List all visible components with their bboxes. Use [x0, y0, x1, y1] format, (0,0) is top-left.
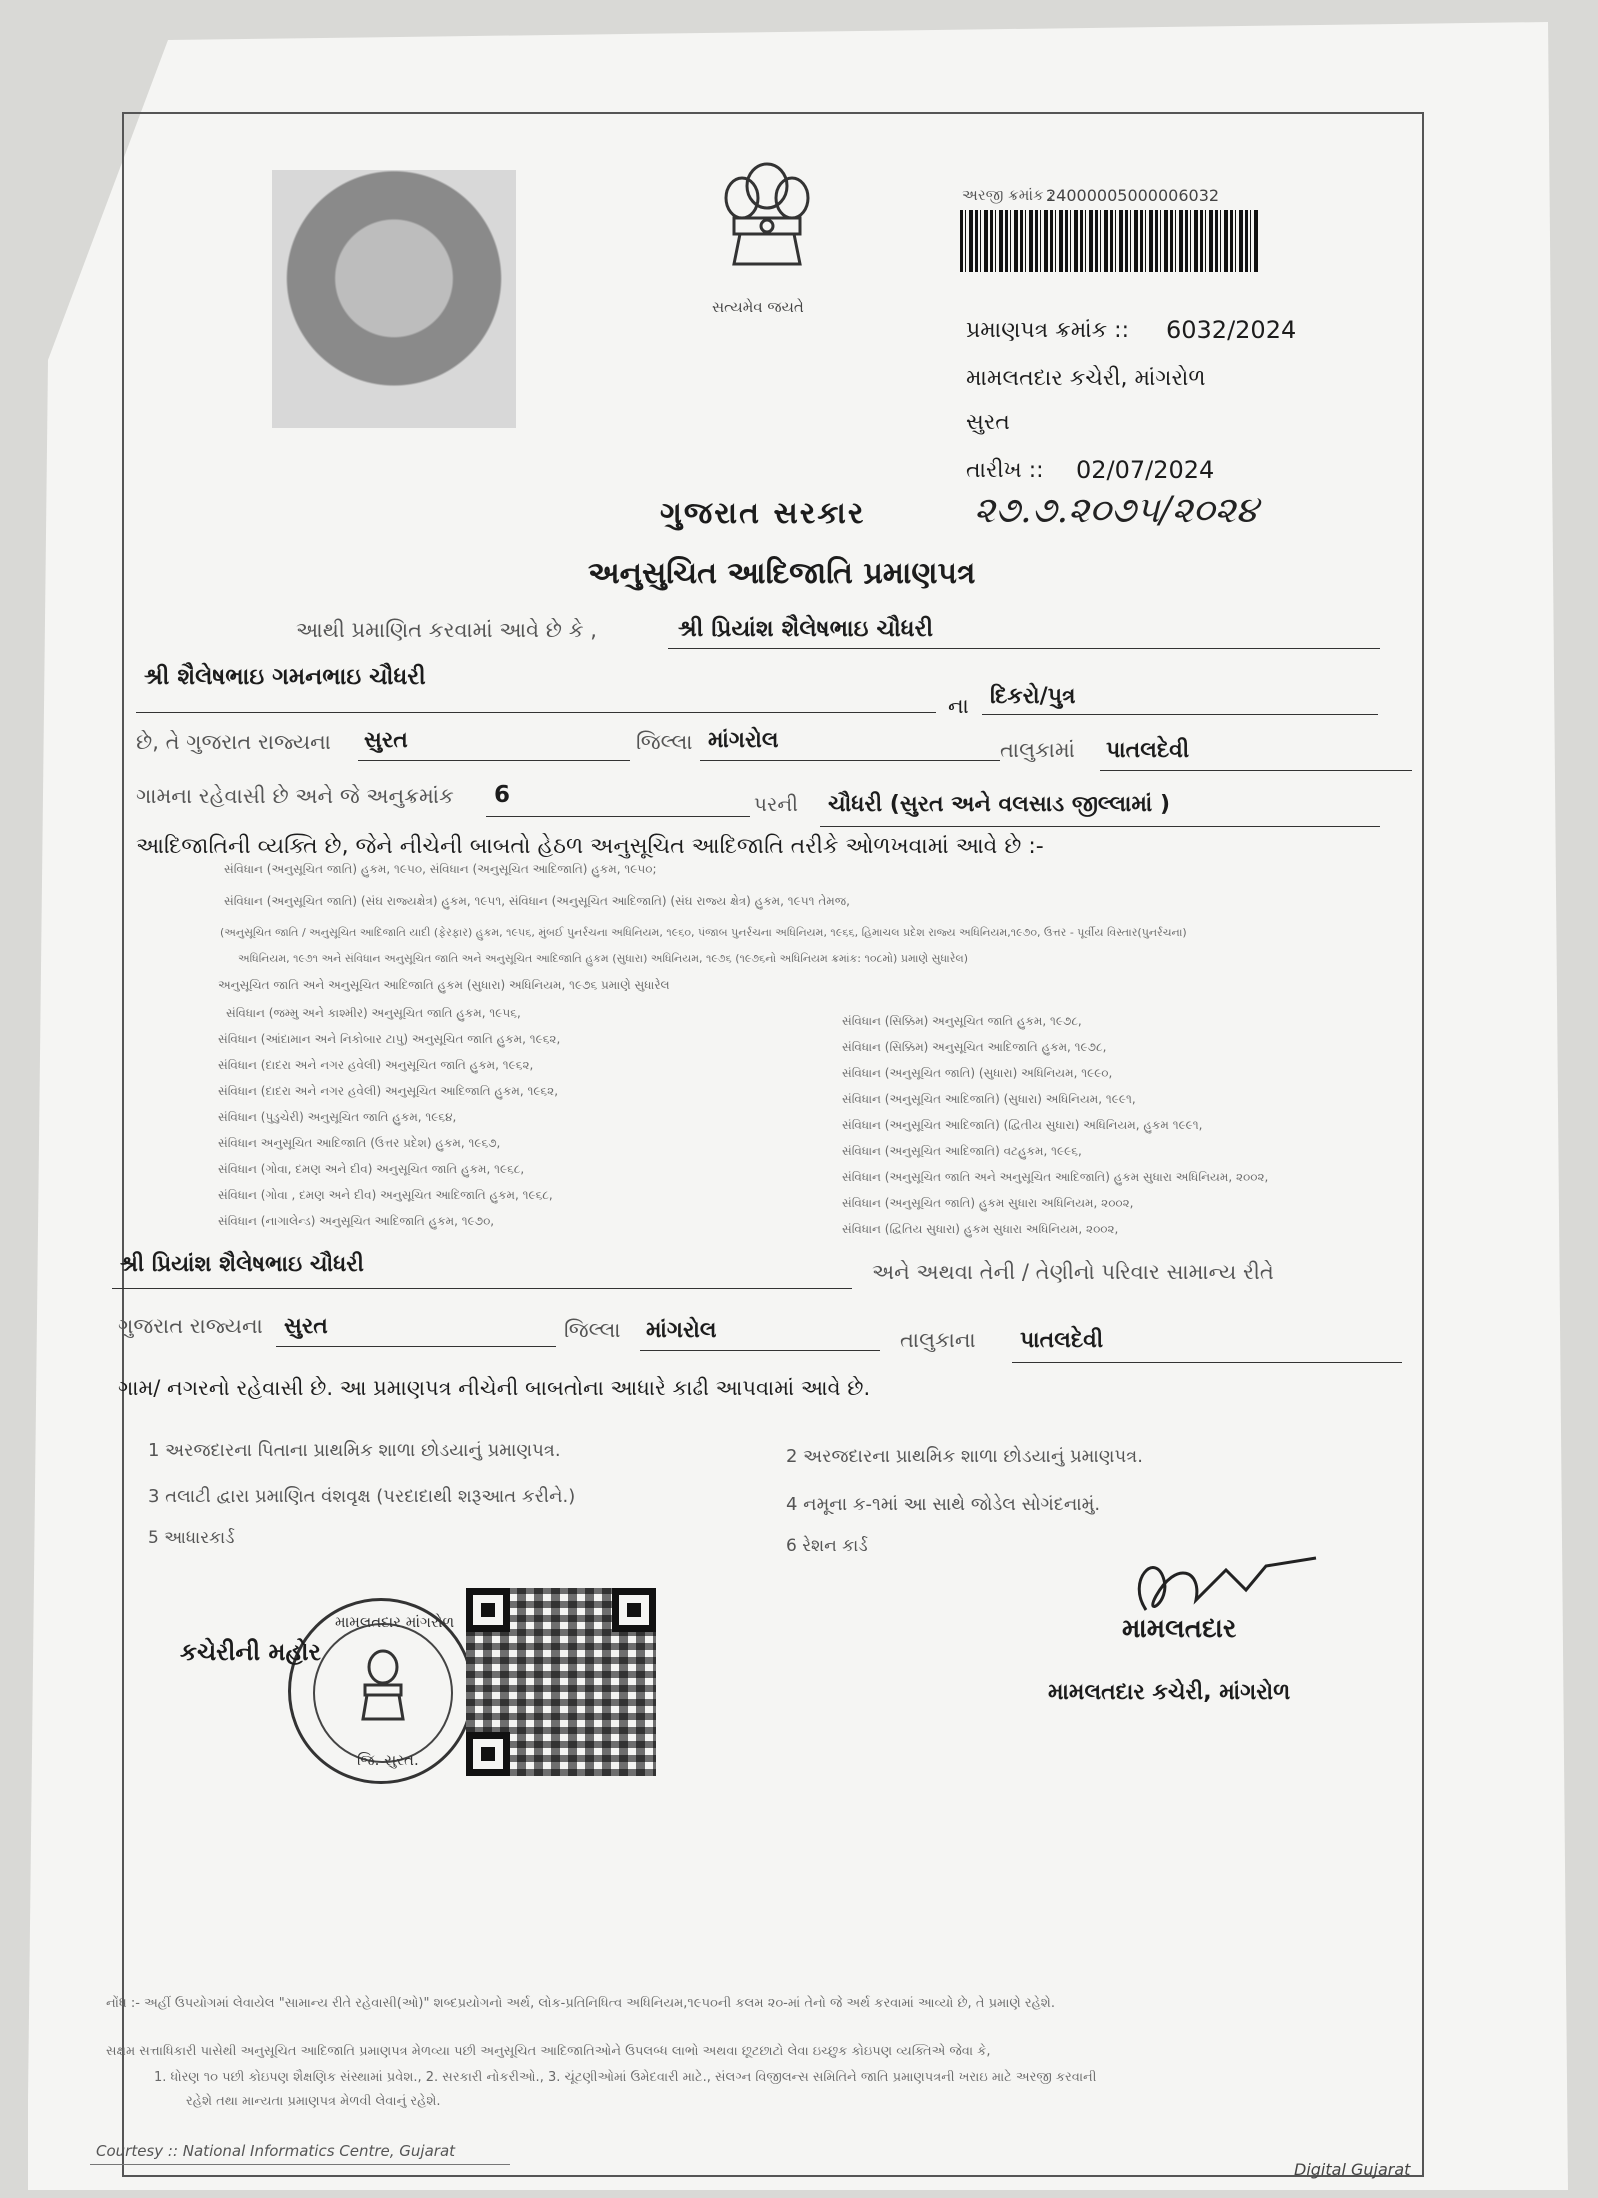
residence-district-label: જિલ્લા — [564, 1318, 621, 1342]
district-line — [358, 760, 630, 761]
relation: દિકરો/પુત્ર — [990, 684, 1076, 709]
seal-emblem-icon — [351, 1647, 415, 1727]
village-line — [1100, 770, 1412, 771]
father-name-line — [136, 712, 936, 713]
order-left: સંવિધાન (દાદરા અને નગર હવેલી) અનુસૂચિત આદિજાતિ હુકમ, ૧૯૬૨, — [218, 1084, 559, 1098]
brand-text: Digital Gujarat — [1294, 2160, 1411, 2179]
document-item: 6 રેશન કાર્ડ — [786, 1536, 868, 1556]
office-line: મામલતદાર કચેરી, માંગરોળ — [966, 366, 1206, 391]
government-title: ગુજરાત સરકાર — [660, 496, 866, 531]
footer-instruction: સક્ષમ સત્તાધિકારી પાસેથી અનુસૂચિત આદિજાતિ પ્રમાણપત્ર મેળવ્યા પછી અનુસૂચિત આદિજાતિઓને ઉપલબ્ધ લાભો અથવા છૂટછાટો લેવા ઇચ્છુક કોઇપણ વ્યક્તિએ જેવા કે, — [106, 2044, 991, 2059]
office-seal: મામલતદાર માંગરોળ જિ. સુરત. — [288, 1598, 474, 1784]
courtesy-underline — [90, 2164, 510, 2165]
seal-label: કચેરીની મહોર — [180, 1638, 321, 1666]
order-left: સંવિધાન (નાગાલેન્ડ) અનુસૂચિત આદિજાતિ હુકમ, ૧૯૭૦, — [218, 1214, 495, 1228]
emblem-motto: સત્યમેવ જયતે — [712, 298, 804, 316]
document-item: 2 અરજદારના પ્રાથમિક શાળા છોડયાનું પ્રમાણપત્ર. — [786, 1446, 1143, 1467]
legal-line: સંવિધાન (અનુસૂચિત જાતિ) હુકમ, ૧૯૫૦, સંવિધાન (અનુસૂચિત આદિજાતિ) હુકમ, ૧૯૫૦; — [224, 862, 657, 876]
village-value: પાતલદેવી — [1106, 738, 1190, 763]
national-emblem-icon — [712, 156, 822, 292]
tribe-statement: આદિજાતિની વ્યક્તિ છે, જેને નીચેની બાબતો હેઠળ અનુસૂચિત આદિજાતિ તરીકે ઓળખવામાં આવે છે :- — [136, 834, 1044, 859]
residence-state-prefix: ગુજરાત રાજ્યના — [118, 1314, 263, 1338]
legal-line: અનુસૂચિત જાતિ અને અનુસૂચિત આદિજાતિ હુકમ (સુધારા) અધિનિયમ, ૧૯૭૬ પ્રમાણે સુધારેલ — [218, 978, 670, 992]
order-right: સંવિધાન (સિક્કિમ) અનુસૂચિત જાતિ હુકમ, ૧૯૭૮, — [842, 1014, 1082, 1028]
father-name: શ્રી શૈલેષભાઇ ગમનભાઇ ચૌધરી — [144, 664, 426, 690]
residence-taluka-line — [640, 1350, 880, 1351]
residence-village: પાતલદેવી — [1020, 1328, 1104, 1353]
order-right: સંવિધાન (સિક્કિમ) અનુસૂચિત આદિજાતિ હુકમ, ૧૯૭૮, — [842, 1040, 1107, 1054]
certificate-title: અનુસુચિત આદિજાતિ પ્રમાણપત્ર — [588, 556, 976, 591]
family-statement: અને અથવા તેની / તેણીનો પરિવાર સામાન્ય રીતે — [872, 1260, 1274, 1284]
signatory-title: મામલતદાર — [1122, 1614, 1237, 1644]
serial-number: 6 — [494, 782, 511, 808]
footer-instruction: 1. ધોરણ ૧૦ પછી કોઇપણ શૈક્ષણિક સંસ્થામાં પ્રવેશ., 2. સરકારી નોકરીઓ., 3. ચૂંટણીઓમાં ઉમેદવારી માટે., સંલગ્ન વિજીલન્સ સમિતિને જાતિ પ્રમાણપત્રની ખરાઇ માટે અરજી કરવાની — [154, 2070, 1097, 2085]
order-left: સંવિધાન (ગોવા , દમણ અને દીવ) અનુસૂચિત આદિજાતિ હુકમ, ૧૯૬૮, — [218, 1188, 553, 1202]
tribe-line — [820, 826, 1380, 827]
document-item: 3 તલાટી દ્વારા પ્રમાણિત વંશવૃક્ષ (પરદાદાથી શરૂઆત કરીને.) — [148, 1486, 576, 1507]
courtesy-text: Courtesy :: National Informatics Centre, Gujarat — [96, 2142, 456, 2160]
handwritten-reference: ૨૭.૭.૨૦૭૫/૨૦૨૪ — [974, 490, 1258, 531]
document-item: 1 અરજદારના પિતાના પ્રાથમિક શાળા છોડયાનું પ્રમાણપત્ર. — [148, 1440, 561, 1461]
order-right: સંવિધાન (અનુસૂચિત આદિજાતિ) (સુધારા) અધિનિયમ, ૧૯૯૧, — [842, 1092, 1136, 1106]
taluka-line — [700, 760, 1000, 761]
basis-statement: ગામ/ નગરનો રહેવાસી છે. આ પ્રમાણપત્ર નીચેની બાબતોના આધારે કાઢી આપવામાં આવે છે. — [118, 1376, 871, 1400]
residence-applicant-name: શ્રી પ્રિયાંશ શૈલેષભાઇ ચૌધરી — [120, 1252, 364, 1277]
document-item: 5 આધારકાર્ડ — [148, 1528, 235, 1548]
residence-village-line — [1012, 1362, 1402, 1363]
document-item: 4 નમૂના ક-૧માં આ સાથે જોડેલ સોગંદનામું. — [786, 1494, 1101, 1515]
order-right: સંવિધાન (દ્વિતિય સુધારા) હુકમ સુધારા અધિનિયમ, ૨૦૦૨, — [842, 1222, 1119, 1236]
state-prefix: છે, તે ગુજરાત રાજ્યના — [136, 730, 331, 754]
of-label-2: પરની — [754, 792, 798, 816]
order-right: સંવિધાન (અનુસૂચિત આદિજાતિ) વટહુકમ, ૧૯૯૬, — [842, 1144, 1082, 1158]
order-right: સંવિધાન (અનુસૂચિત જાતિ) હુકમ સુધારા અધિનિયમ, ૨૦૦૨, — [842, 1196, 1134, 1210]
residence-taluka-label: તાલુકાના — [900, 1328, 976, 1352]
order-left: સંવિધાન (આંદામાન અને નિકોબાર ટાપુ) અનુસૂચિત જાતિ હુકમ, ૧૯૬૨, — [218, 1032, 561, 1046]
certify-prefix: આથી પ્રમાણિત કરવામાં આવે છે કે , — [296, 618, 597, 642]
qr-code — [466, 1588, 656, 1776]
residence-district: સુરત — [284, 1314, 328, 1339]
footer-note: નોંધ :- અહીં ઉપયોગમાં લેવાયેલ "સામાન્ય રીતે રહેવાસી(ઓ)" શબ્દપ્રયોગનો અર્થ, લોક-પ્રતિનિધિત્વ અધિનિયમ,૧૯૫૦ની કલમ ૨૦-માં તેનો જે અર્થ કરવામાં આવ્યો છે, તે પ્રમાણે રહેશે. — [106, 1996, 1055, 2011]
resident-prefix: ગામના રહેવાસી છે અને જે અનુક્રમાંક — [136, 784, 454, 808]
order-left: સંવિધાન (દાદરા અને નગર હવેલી) અનુસૂચિત જાતિ હુકમ, ૧૯૬૨, — [218, 1058, 534, 1072]
legal-line: (અનુસૂચિત જાતિ / અનુસૂચિત આદિજાતિ યાદી (ફેરફાર) હુકમ, ૧૯૫૬, મુંબઈ પુનર્રચના અધિનિયમ, ૧૯૬૦, પંજાબ પુનર્રચના અધિનિયમ, ૧૯૬૬, હિમાચલ પ્રદેશ રાજ્ય અધિનિયમ,૧૯૭૦, ઉત્તર - પૂર્વીય વિસ્તાર(પુનર્રચના) — [220, 926, 1187, 939]
date-label: તારીખ :: — [966, 458, 1044, 483]
order-right: સંવિધાન (અનુસૂચિત જાતિ અને અનુસૂચિત આદિજાતિ) હુકમ સુધારા અધિનિયમ, ૨૦૦૨, — [842, 1170, 1269, 1184]
applicant-name-line — [668, 648, 1380, 649]
order-left: સંવિધાન (જમ્મુ અને કાશ્મીર) અનુસૂચિત જાતિ હુકમ, ૧૯૫૬, — [226, 1006, 521, 1020]
certificate-number-label: પ્રમાણપત્ર ક્રમાંક :: — [966, 318, 1129, 343]
legal-line: અધિનિયમ, ૧૯૭૧ અને સંવિધાન અનુસૂચિત જાતિ અને અનુસૂચિત આદિજાતિ હુકમ (સુધારા) અધિનિયમ, ૧૯૭૬ (૧૯૭૬નો અધિનિયમ ક્રમાંક: ૧૦૮મો) પ્રમાણે સુધારેલ) — [238, 952, 969, 965]
issuing-office: મામલતદાર કચેરી, માંગરોળ — [1048, 1680, 1291, 1705]
order-left: સંવિધાન (ગોવા, દમણ અને દીવ) અનુસૂચિત જાતિ હુકમ, ૧૯૬૮, — [218, 1162, 525, 1176]
order-right: સંવિધાન (અનુસૂચિત જાતિ) (સુધારા) અધિનિયમ, ૧૯૯૦, — [842, 1066, 1113, 1080]
district-label: જિલ્લા — [636, 730, 693, 754]
residence-name-line — [112, 1288, 852, 1289]
of-label: ના — [948, 694, 969, 718]
legal-line: સંવિધાન (અનુસૂચિત જાતિ) (સંઘ રાજ્યક્ષેત્ર) હુકમ, ૧૯૫૧, સંવિધાન (અનુસૂચિત આદિજાતિ) (સંઘ રાજ્ય ક્ષેત્ર) હુકમ, ૧૯૫૧ તેમજ, — [224, 894, 850, 908]
relation-line — [982, 714, 1378, 715]
footer-instruction: રહેશે તથા માન્યતા પ્રમાણપત્ર મેળવી લેવાનું રહેશે. — [186, 2094, 441, 2109]
order-left: સંવિધાન (પુડુચેરી) અનુસૂચિત જાતિ હુકમ, ૧૯૬૪, — [218, 1110, 457, 1124]
tribe-name: ચૌધરી (સુરત અને વલસાડ જીલ્લામાં ) — [828, 792, 1171, 817]
applicant-name: શ્રી પ્રિયાંશ શૈલેષભાઇ ચૌધરી — [678, 616, 934, 642]
certificate-number: 6032/2024 — [1166, 316, 1297, 344]
serial-number-line — [486, 816, 750, 817]
district-line: સુરત — [966, 410, 1010, 435]
order-left: સંવિધાન અનુસૂચિત આદિજાતિ (ઉત્તર પ્રદેશ) હુકમ, ૧૯૬૭, — [218, 1136, 501, 1150]
application-number-label: અરજી ક્રમાંક : — [962, 186, 1054, 204]
district-value: સુરત — [364, 728, 408, 753]
order-right: સંવિધાન (અનુસૂચિત આદિજાતિ) (દ્વિતીય સુધારા) અધિનિયમ, હુકમ ૧૯૯૧, — [842, 1118, 1203, 1132]
residence-district-line — [276, 1346, 556, 1347]
taluka-value: માંગરોલ — [708, 728, 779, 753]
applicant-photo — [272, 170, 516, 428]
issue-date: 02/07/2024 — [1076, 456, 1215, 484]
application-number: 24000005000006032 — [1046, 186, 1220, 205]
taluka-label: તાલુકામાં — [1000, 738, 1075, 762]
residence-taluka: માંગરોલ — [646, 1318, 717, 1343]
barcode — [960, 210, 1260, 272]
